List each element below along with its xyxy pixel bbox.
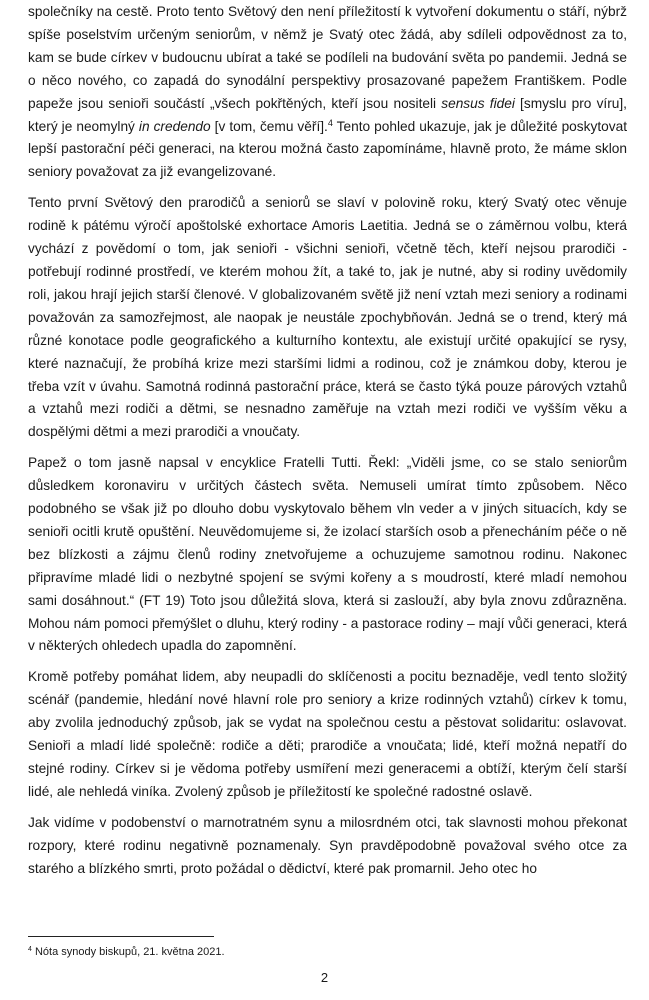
page-number: 2 <box>320 970 329 985</box>
paragraph-4 <box>28 666 627 803</box>
paragraph-2 <box>28 192 627 444</box>
text-run: Papež o tom jasně napsal v encyklice Fratelli Tutti. Řekl: „Viděli jsme, co se stalo seniorům důsledkem koronaviru v určitých částech světa. Nemuseli umírat tímto způsobem. Něco podobného se však již po dlouho dobu vyskytovalo během vln veder a v jiných situacích, kdy se senioři ocitli krutě opuštění. Neuvědomujeme si, že izolací starších osob a přenecháním péče o ně bez blízkosti a zájmu členů rodiny znetvořujeme a ochuzujeme samotnou rodinu. Nakonec připravíme mladé lidi o nezbytné spojení se svými kořeny a s moudrostí, které mladí nemohou sami dosáhnout.“ (FT 19) Toto jsou důležitá slova, která si zaslouží, aby byla znovu zdůrazněna. Mohou nám pomoci přemýšlet o dluhu, který rodiny - a pastorace rodiny – mají vůči generaci, která v některých ohledech upadla do zapomnění. <box>28 455 627 654</box>
footnote-reference: 4 <box>327 117 333 128</box>
text-run: Kromě potřeby pomáhat lidem, aby neupadli do sklíčenosti a pocitu beznaděje, vedl tento složitý scénář (pandemie, hledání nové hlavní role pro seniory a krize rodinných vztahů) církev k tomu, aby zvolila jednoduchý způsob, jak se vydat na společnou cestu a pěstovat solidaritu: oslavovat. Senioři a mladí lidé společně: rodiče a děti; prarodiče a vnoučata; lidé, kteří možná nepatří do stejné rodiny. Církev si je vědoma potřeby usmíření mezi generacemi a obtíží, kterým čelí starší lidé, ale nehledá viníka. Zvolený způsob je příležitostí ke společné radostné oslavě. <box>28 669 627 799</box>
text-run: Tento první Světový den prarodičů a seniorů se slaví v polovině roku, který Svatý otec věnuje rodině k pátému výročí apoštolské exhortace Amoris Laetitia. Jedná se o záměrnou volbu, která vychází z povědomí o tom, jak senioři - všichni senioři, včetně těch, kteří nejsou prarodiči - potřebují rodinné prostředí, ve kterém mohou žít, a také to, jak je nutné, aby si rodiny uvědomily roli, jakou hrají jejich starší členové. V globalizovaném světě již není vztah mezi seniory a rodinami považován za samozřejmost, ale naopak je neustále zpochybňován. Jedná se o trend, který má různé konotace podle geografického a kulturního kontextu, ale existují určité opakující se rysy, které naznačují, že probíhá krize mezi staršími lidmi a rodinou, což je známkou doby, kterou je třeba vzít v úvahu. Samotná rodinná pastorační práce, která se často týká pouze párových vztahů a vztahů mezi rodiči a dětmi, se nesnadno zaměřuje na vztah mezi rodiči ve vyšším věku a dospělými dětmi a mezi prarodiči a vnoučaty. <box>28 195 627 440</box>
document-page <box>28 0 627 881</box>
paragraph-5 <box>28 812 627 881</box>
footnote-number: 4 <box>28 946 32 953</box>
text-run: [v tom, čemu věří]. <box>210 118 328 134</box>
paragraph-1 <box>28 1 627 184</box>
footnote <box>28 945 627 959</box>
paragraph-3 <box>28 452 627 658</box>
footnote-separator <box>28 936 214 937</box>
text-run: [smyslu pro víru], který je neomylný <box>28 95 627 134</box>
text-run: společníky na cestě. Proto tento Světový den není příležitostí k vytvoření dokumentu o stáří, nýbrž spíše poselstvím určeným seniorům, v němž je Svatý otec žádá, aby sdíleli odpovědnost za to, kam se bude církev v budoucnu ubírat a také se podíleli na budování světa po pandemii. Jedná se o něco nového, co zapadá do synodální perspektivy prosazované papežem Františkem. Podle papeže jsou senioři součástí „všech pokřtěných, kteří jsou nositeli <box>28 4 627 111</box>
italic-text-run: in credendo <box>138 118 211 134</box>
text-run: Tento pohled ukazuje, jak je důležité poskytovat lepší pastorační péči generaci, na kterou možná často zapomínáme, hlavně proto, že máme sklon seniory považovat za již evangelizované. <box>28 118 627 180</box>
text-run: Jak vidíme v podobenství o marnotratném synu a milosrdném otci, tak slavnosti mohou překonat rozpory, které rodinu negativně poznamenaly. Syn pravděpodobně považoval svého otce za starého a blízkého smrti, proto požádal o dědictví, které pak promarnil. Jeho otec ho <box>28 814 627 876</box>
italic-text-run: sensus fidei <box>441 95 515 111</box>
footnote-text: Nóta synody biskupů, 21. května 2021. <box>31 946 225 958</box>
